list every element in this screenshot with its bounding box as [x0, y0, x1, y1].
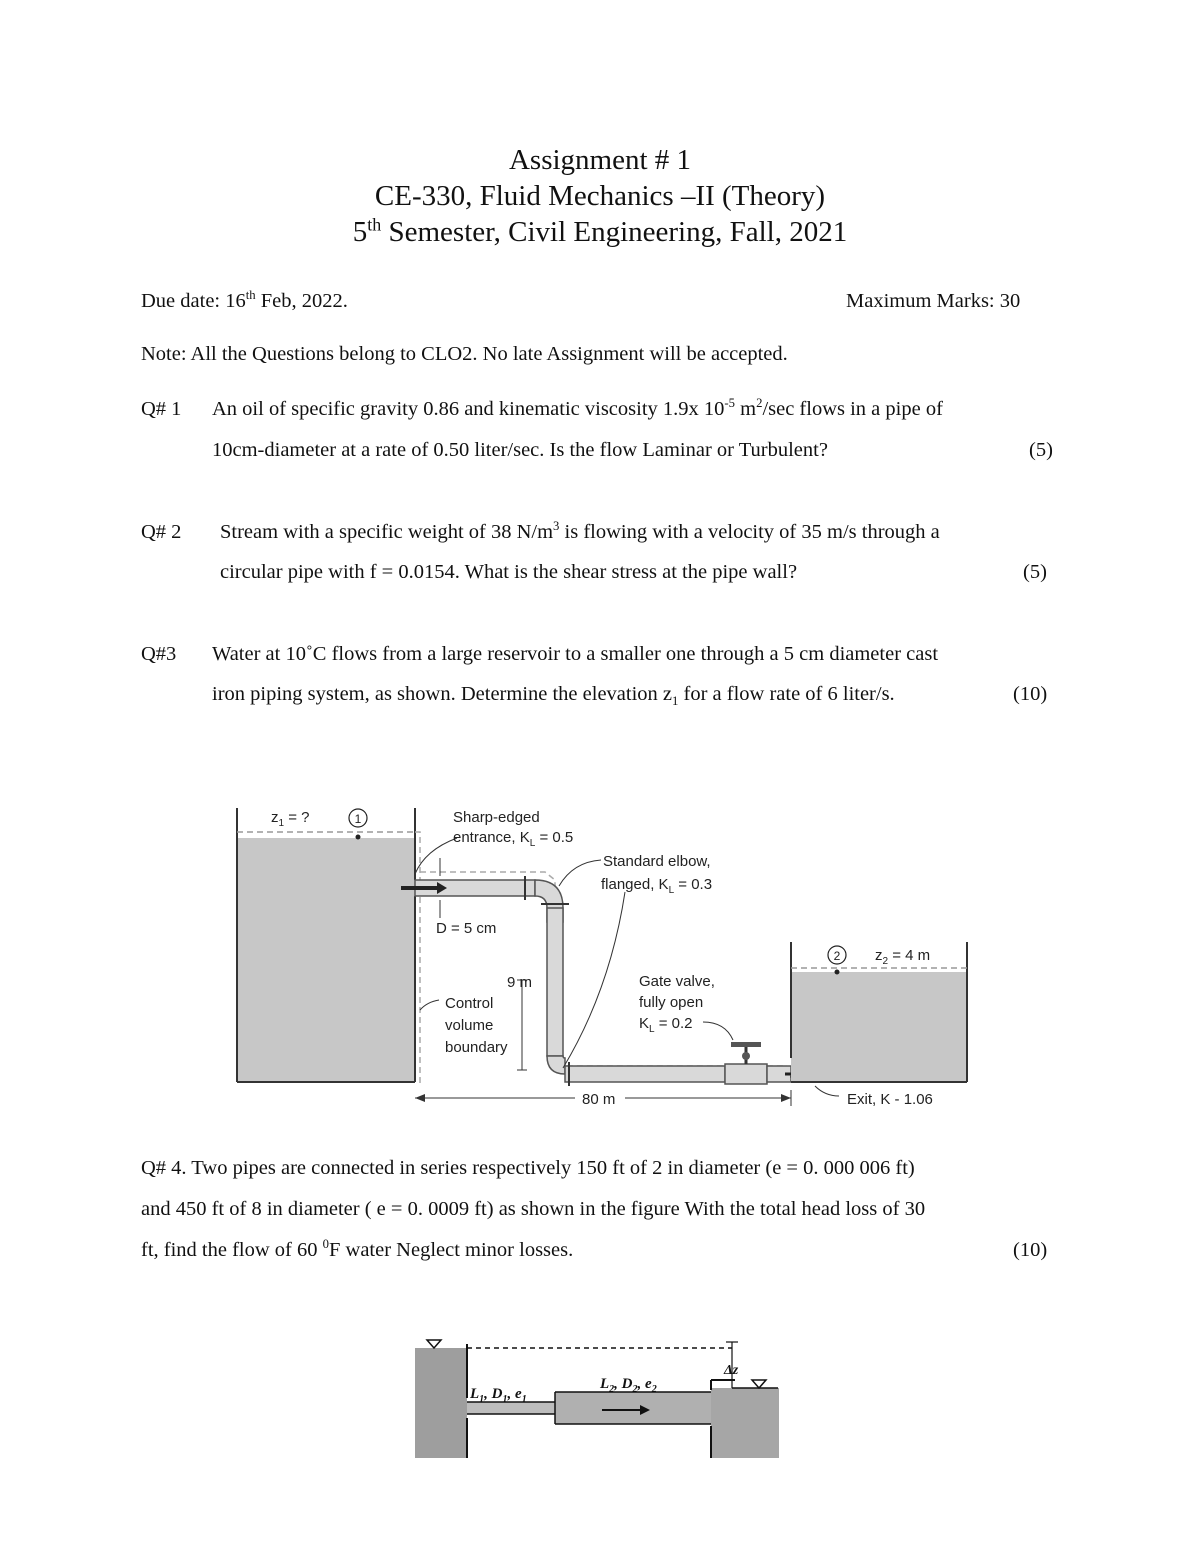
q4-text-b: F water Neglect minor losses. [328, 1239, 574, 1261]
series-pipes-figure [410, 1330, 790, 1465]
q2-number: Q# 2 [141, 521, 182, 543]
exit-label: Exit, K - 1.06 [847, 1091, 933, 1108]
cv-label-line-1: Control [445, 995, 494, 1012]
q2-marks: (5) [1023, 561, 1047, 583]
q4-sup: 0 [322, 1237, 329, 1252]
left-tank [415, 1348, 467, 1458]
q1-text-c: /sec flows in a pipe of [762, 398, 943, 420]
due-date-post: Feb, 2022. [255, 290, 348, 312]
pipe-1-label: $L_1$, $D_1$, $e_1$ [470, 1386, 527, 1405]
q3-line-1: Water at 10˚C flows from a large reservoir to a smaller one through a 5 cm diameter cast [212, 643, 939, 665]
entrance-label-line-1: Sharp-edged [453, 809, 540, 826]
q1-sup-exponent: -5 [724, 396, 735, 411]
q2-line-1 [220, 519, 940, 545]
elbow-label-line-2: flanged, $K_L = 0.3$ [601, 876, 713, 896]
pipe-2-label: $L_2$, $D_2$, $e_2$ [600, 1376, 657, 1395]
q4-line-1: Q# 4. Two pipes are connected in series respectively 150 ft of 2 in diameter (e = 0. 000 006 ft) [141, 1157, 915, 1179]
point-2-label: 2 [833, 949, 841, 963]
q3-number: Q#3 [141, 643, 177, 665]
cv-label-line-2: volume [445, 1017, 494, 1034]
length-label: 80 m [582, 1091, 616, 1108]
q3-marks: (10) [1013, 683, 1048, 705]
course-title: CE-330, Fluid Mechanics –II (Theory) [374, 180, 826, 212]
note: Note: All the Questions belong to CLO2. No late Assignment will be accepted. [141, 343, 788, 365]
semester-line [0, 214, 1200, 250]
z1-label: $z_1$ = ? [271, 809, 310, 829]
q2-sup: 3 [553, 519, 560, 534]
pipe-2 [555, 1392, 711, 1424]
cv-label-line-3: boundary [445, 1039, 508, 1056]
water-level-2-icon [752, 1380, 766, 1388]
q1-text-a: An oil of specific gravity 0.86 and kinematic viscosity 1.9x 10 [212, 398, 725, 420]
q3-line-2 [212, 681, 895, 707]
q1-line-1 [212, 396, 943, 422]
entrance-label-line-2: entrance, $K_L = 0.5$ [453, 829, 574, 849]
valve-label-line-2: fully open [639, 994, 704, 1011]
assignment-title: Assignment # 1 [508, 144, 692, 176]
due-date-pre: Due date: 16 [141, 290, 246, 312]
q2-text-b: is flowing with a velocity of 35 m/s through a [559, 521, 940, 543]
q1-sup-square: 2 [756, 396, 763, 411]
water-level-1-icon [427, 1340, 441, 1348]
z2-label: $z_2 = 4$ m [875, 947, 931, 967]
left-reservoir [237, 808, 415, 1082]
point-1-label: 1 [354, 812, 362, 826]
q1-number: Q# 1 [141, 398, 182, 420]
maximum-marks: Maximum Marks: 30 [846, 290, 1021, 312]
q3-text-b: for a flow rate of 6 liter/s. [678, 683, 895, 705]
valve-label-line-3: $K_L = 0.2$ [639, 1015, 693, 1035]
diameter-label: D = 5 cm [436, 920, 497, 937]
q2-line-2: circular pipe with f = 0.0154. What is the shear stress at the pipe wall? [220, 561, 798, 583]
elbow-label-line-1: Standard elbow, [603, 853, 711, 870]
q4-text-a: ft, find the flow of 60 [141, 1239, 323, 1261]
semester-number: 5 [352, 216, 368, 248]
piping-system-figure [225, 800, 985, 1120]
q3-text-a: iron piping system, as shown. Determine the elevation z [212, 683, 673, 705]
due-date [141, 288, 348, 314]
q2-text-a: Stream with a specific weight of 38 N/m [220, 521, 554, 543]
valve-label-line-1: Gate valve, [639, 973, 715, 990]
q1-marks: (5) [1029, 439, 1053, 461]
q4-marks: (10) [1013, 1239, 1048, 1261]
semester-rest: Semester, Civil Engineering, Fall, 2021 [381, 216, 848, 248]
dz-label: Δz [724, 1363, 739, 1378]
q1-text-b: m [735, 398, 757, 420]
q4-line-2: and 450 ft of 8 in diameter ( e = 0. 0009 ft) as shown in the figure With the total head loss of 30 [141, 1198, 926, 1220]
q4-line-3 [141, 1237, 573, 1263]
q1-line-2: 10cm-diameter at a rate of 0.50 liter/sec. Is the flow Laminar or Turbulent? [212, 439, 828, 461]
semester-sup: th [367, 214, 382, 235]
height-label: 9 m [507, 974, 533, 991]
due-date-sup: th [245, 288, 256, 303]
q3-sub: 1 [672, 694, 679, 709]
right-tank [711, 1388, 779, 1458]
